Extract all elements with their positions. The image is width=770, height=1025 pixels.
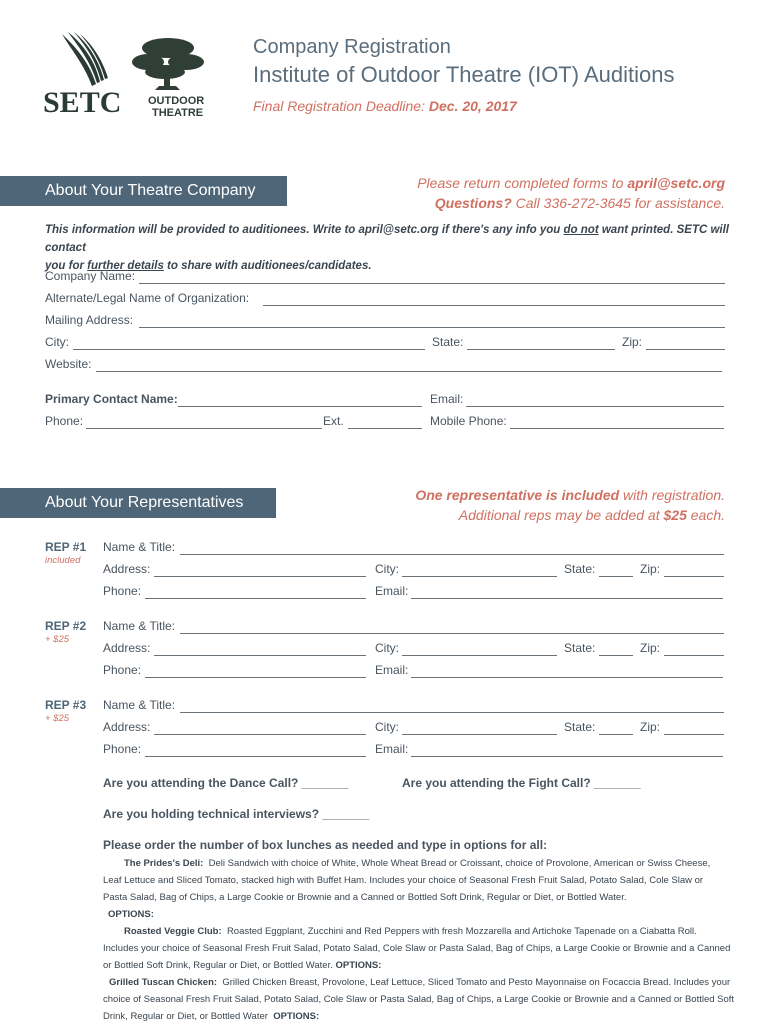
rep-address-field[interactable] [154, 655, 366, 656]
rep-zip-field[interactable] [664, 655, 724, 656]
rep-city-label: City: [375, 720, 399, 734]
page-title: Company Registration [253, 36, 451, 58]
rep-zip-label: Zip: [640, 562, 661, 576]
city-field[interactable] [73, 349, 425, 350]
phone-field[interactable] [86, 428, 322, 429]
return-note: Please return completed forms to april@setc.org Questions? Call 336-272-3645 for assistance. [417, 175, 725, 211]
zip-field[interactable] [646, 349, 725, 350]
rep-state-field[interactable] [599, 734, 633, 735]
rep-state-field[interactable] [599, 655, 633, 656]
rep-email-label: Email: [375, 742, 409, 756]
lunch-options-1[interactable]: OPTIONS: [108, 909, 154, 920]
rep-label: REP #1 [45, 540, 87, 554]
mailing-label: Mailing Address: [45, 313, 134, 327]
rep-phone-field[interactable] [145, 756, 366, 757]
intro-text: This information will be provided to auditionees. Write to april@setc.org if there's any info you do not want printed. SETC will contact you for further details to share with auditionees/candidates. [45, 224, 729, 272]
rep-zip-field[interactable] [664, 576, 724, 577]
rep-name-label: Name & Title: [103, 698, 176, 712]
primary-contact-field[interactable] [178, 406, 422, 407]
lunch-deli: The Prides's Deli: Deli Sandwich with choice of White, Whole Wheat Bread or Croissant, choice of Provolone, American or Swiss Cheese, Leaf Lettuce and Sliced Tomato, stacked high with Buffet Ham. Includes your choice of Seasonal Fresh Fruit Salad, Potato Salad, Cole Slaw or Pasta Salad, Bag of Chips, a Large Cookie or Brownie and a Canned or Bottled Soft Drink, Regular or Diet, or Bottled Water. [103, 858, 711, 903]
lunch-veggie: Roasted Veggie Club: Roasted Eggplant, Zucchini and Red Peppers with fresh Mozzarella and Artichoke Tapenade on a Ciabatta Roll. Includes your choice of Seasonal Fresh Fruit Salad, Potato Salad, Cole Slaw or Pasta Salad, Bag of Chips, a Large Cookie or Brownie and a Canned or Bottled Soft Drink, Regular or Diet, or Bottled Water. OPTIONS: [103, 926, 731, 971]
alt-name-label: Alternate/Legal Name of Organization: [45, 291, 250, 305]
rep-phone-label: Phone: [103, 584, 142, 598]
ext-label: Ext. [323, 414, 344, 428]
website-label: Website: [45, 357, 92, 371]
alt-name-field[interactable] [263, 305, 725, 306]
rep-label: REP #2 [45, 619, 87, 633]
rep-zip-label: Zip: [640, 720, 661, 734]
rep-address-field[interactable] [154, 734, 366, 735]
rep-address-label: Address: [103, 641, 151, 655]
state-label: State: [432, 335, 464, 349]
deadline-date: Dec. 20, 2017 [428, 98, 517, 114]
lunch-options-3[interactable]: OPTIONS: [273, 1011, 320, 1022]
rep-zip-label: Zip: [640, 641, 661, 655]
rep-email-field[interactable] [411, 756, 723, 757]
reps-note: One representative is included with registration. Additional reps may be added at $25 each. [415, 487, 725, 523]
svg-text:SETC: SETC [43, 86, 122, 119]
svg-text:THEATRE: THEATRE [152, 107, 204, 119]
fight-call-question[interactable]: Are you attending the Fight Call? _______ [402, 776, 641, 790]
website-field[interactable] [96, 371, 722, 372]
page-subtitle: Institute of Outdoor Theatre (IOT) Auditions [253, 62, 675, 87]
rep-address-field[interactable] [154, 576, 366, 577]
rep-state-label: State: [564, 720, 596, 734]
lunch-heading: Please order the number of box lunches as needed and type in options for all: [103, 838, 548, 852]
mobile-field[interactable] [510, 428, 724, 429]
email-label: Email: [430, 392, 464, 406]
rep-state-field[interactable] [599, 576, 633, 577]
rep-city-field[interactable] [402, 734, 557, 735]
rep-email-label: Email: [375, 663, 409, 677]
tech-interview-question[interactable]: Are you holding technical interviews? _______ [103, 807, 370, 821]
company-name-label: Company Name: [45, 269, 136, 283]
rep-state-label: State: [564, 562, 596, 576]
rep-name-field[interactable] [180, 554, 724, 555]
rep-city-field[interactable] [402, 655, 557, 656]
rep-email-field[interactable] [411, 677, 723, 678]
mobile-label: Mobile Phone: [430, 414, 507, 428]
rep-city-field[interactable] [402, 576, 557, 577]
rep-address-label: Address: [103, 562, 151, 576]
rep-name-label: Name & Title: [103, 619, 176, 633]
section-heading-company: About Your Theatre Company [0, 176, 287, 206]
email-field[interactable] [466, 406, 724, 407]
rep-city-label: City: [375, 641, 399, 655]
state-field[interactable] [467, 349, 615, 350]
rep-name-field[interactable] [180, 633, 724, 634]
section-heading-reps: About Your Representatives [0, 488, 276, 518]
rep-phone-label: Phone: [103, 742, 142, 756]
lunch-options-2[interactable]: OPTIONS: [335, 960, 382, 971]
rep-address-label: Address: [103, 720, 151, 734]
lunch-chicken: Grilled Tuscan Chicken: Grilled Chicken Breast, Provolone, Leaf Lettuce, Sliced Tomato and Pesto Mayonnaise on Focaccia Bread. Includes your choice of Seasonal Fresh Fruit Salad, Potato Salad, Cole Slaw or Pasta Salad, Bag of Chips, a Large Cookie or Brownie and a Canned or Bottled Soft Drink, Regular or Diet, or Bottled Water OPTIONS: [103, 977, 735, 1022]
rep-email-label: Email: [375, 584, 409, 598]
dance-call-question[interactable]: Are you attending the Dance Call? _______ [103, 776, 349, 790]
rep-sub: included [45, 555, 81, 566]
city-label: City: [45, 335, 69, 349]
rep-sub: + $25 [45, 713, 70, 724]
rep-phone-field[interactable] [145, 677, 366, 678]
mailing-field[interactable] [139, 327, 725, 328]
logos [40, 28, 220, 120]
rep-label: REP #3 [45, 698, 87, 712]
rep-phone-label: Phone: [103, 663, 142, 677]
zip-label: Zip: [622, 335, 643, 349]
rep-name-field[interactable] [180, 712, 724, 713]
rep-phone-field[interactable] [145, 598, 366, 599]
deadline [253, 98, 517, 114]
svg-text:OUTDOOR: OUTDOOR [148, 95, 205, 107]
phone-label: Phone: [45, 414, 84, 428]
rep-sub: + $25 [45, 634, 70, 645]
rep-state-label: State: [564, 641, 596, 655]
primary-contact-label: Primary Contact Name: [45, 392, 178, 406]
deadline-label: Final Registration Deadline: [253, 98, 425, 114]
rep-name-label: Name & Title: [103, 540, 176, 554]
rep-city-label: City: [375, 562, 399, 576]
rep-email-field[interactable] [411, 598, 723, 599]
setc-logo-icon [40, 28, 220, 120]
company-name-field[interactable] [139, 283, 725, 284]
rep-zip-field[interactable] [664, 734, 724, 735]
ext-field[interactable] [348, 428, 422, 429]
